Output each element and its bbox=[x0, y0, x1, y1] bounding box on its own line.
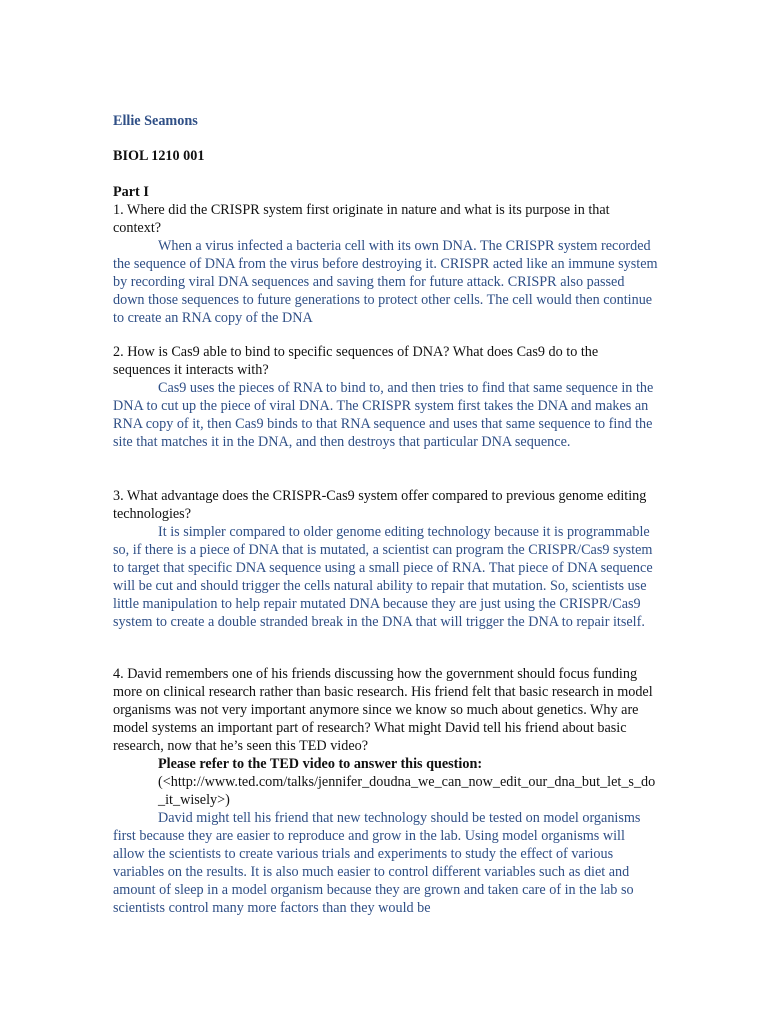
answer-text: David might tell his friend that new technology should be tested on model organisms first because they are easier to reproduce and grow in the lab. Using model organisms will allow the scientists to create various trials and experiments to study the effect of various variables on the results. It is also much easier to control different variables such as diet and amount of sleep in a model organism because they are grown and taken care of in the lab so scientists control many more factors than they would be bbox=[113, 810, 641, 916]
question-block-3 bbox=[113, 487, 658, 631]
question-text: 3. What advantage does the CRISPR-Cas9 system offer compared to previous genome editing technologies? bbox=[113, 488, 647, 522]
question-block-4 bbox=[113, 665, 658, 917]
student-name: Ellie Seamons bbox=[113, 113, 198, 129]
question-text: 1. Where did the CRISPR system first originate in nature and what is its purpose in that context? bbox=[113, 202, 610, 236]
answer-text: When a virus infected a bacteria cell with its own DNA. The CRISPR system recorded the sequence of DNA from the virus before destroying it. CRISPR acted like an immune system by recording viral DNA sequences and saving them for future attack. CRISPR also passed down those sequences to future generations to protect other cells. The cell would then continue to create an RNA copy of the DNA bbox=[113, 238, 658, 326]
question-block-1 bbox=[113, 201, 658, 327]
question-block-2 bbox=[113, 343, 658, 451]
section-heading: Part I bbox=[113, 184, 149, 200]
answer-text: Cas9 uses the pieces of RNA to bind to, and then tries to find that same sequence in the DNA to cut up the piece of viral DNA. The CRISPR system first takes the DNA and makes an RNA copy of it, then Cas9 binds to that RNA sequence and uses that same sequence to find the site that matches it in the DNA, and then destroys that particular DNA sequence. bbox=[113, 380, 654, 450]
question-text: 4. David remembers one of his friends discussing how the government should focus funding more on clinical research rather than basic research. His friend felt that basic research in model organisms was not very important anymore since we know so much about genetics. Why are model systems an important part of research? What might David tell his friend about basic research, now that he’s seen this TED video? bbox=[113, 666, 653, 754]
question-text: 2. How is Cas9 able to bind to specific sequences of DNA? What does Cas9 do to the sequences it interacts with? bbox=[113, 344, 599, 378]
reference-instruction: Please refer to the TED video to answer this question: bbox=[158, 756, 483, 772]
answer-text: It is simpler compared to older genome editing technology because it is programmable so, if there is a piece of DNA that is mutated, a scientist can program the CRISPR/Cas9 system to target that specific DNA sequence using a small piece of RNA. That piece of DNA sequence will be cut and should trigger the cells natural ability to repair that mutation. So, scientists use little manipulation to help repair mutated DNA because they are just using the CRISPR/Cas9 system to create a double stranded break in the DNA that will trigger the DNA to repair itself. bbox=[113, 524, 653, 630]
ted-video-link[interactable]: (<http://www.ted.com/talks/jennifer_doudna_we_can_now_edit_our_dna_but_let_s_do_it_wisely>) bbox=[158, 774, 656, 808]
course-code: BIOL 1210 001 bbox=[113, 148, 205, 164]
